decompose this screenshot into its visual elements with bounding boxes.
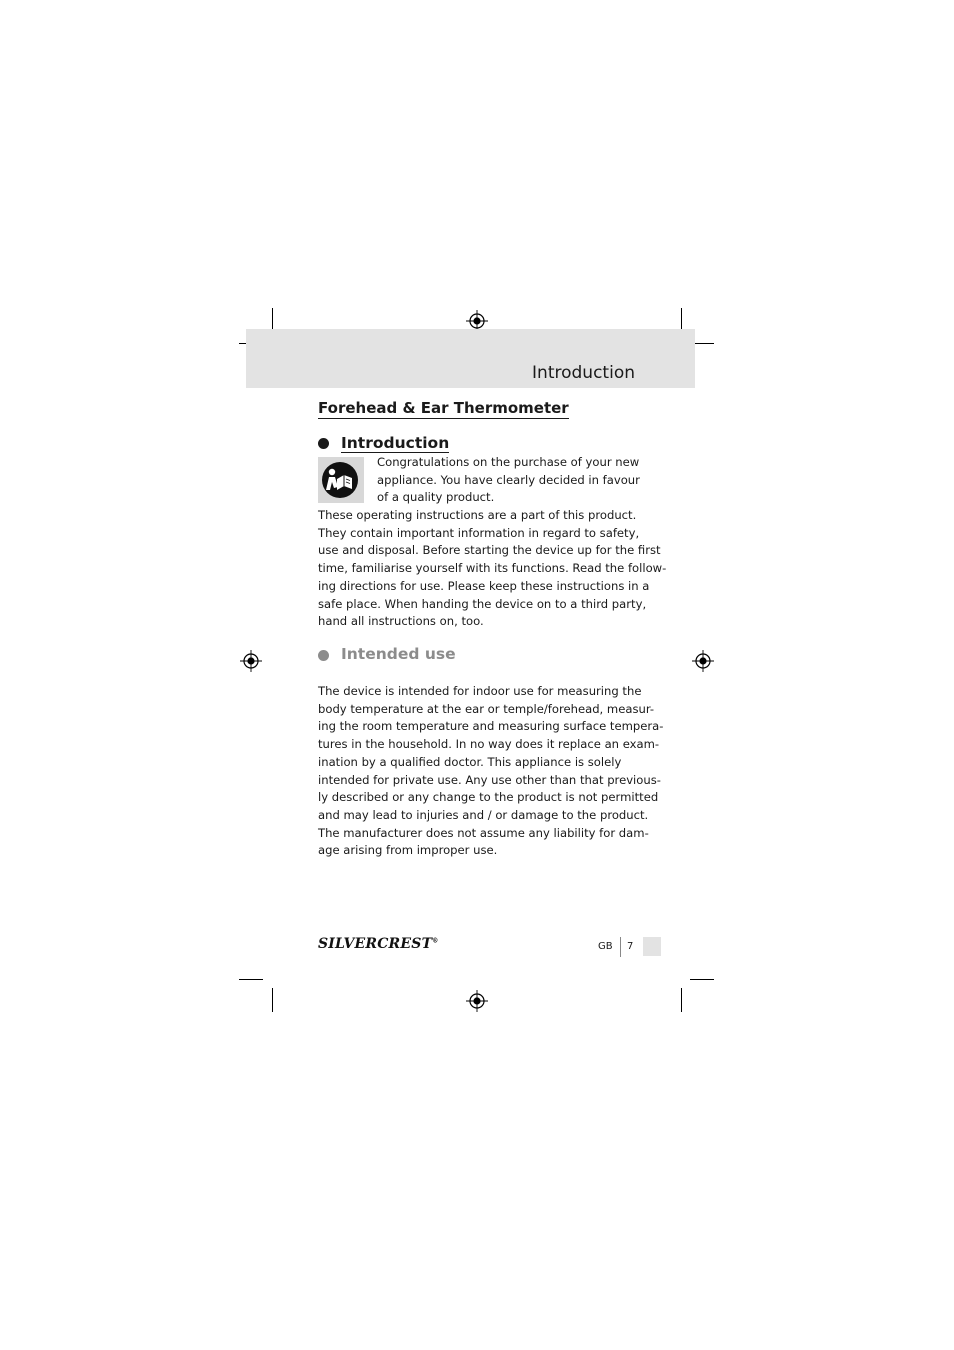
read-manual-icon <box>318 457 364 503</box>
registration-mark-icon <box>240 650 262 672</box>
brand-logo: SILVERCREST® <box>318 936 439 952</box>
text-line: The device is intended for indoor use for measuring the <box>318 684 642 698</box>
text-line: Congratulations on the purchase of your new <box>377 455 640 469</box>
text-line: and may lead to injuries and / or damage to the product. <box>318 807 649 822</box>
text-line: age arising from improper use. <box>318 843 498 858</box>
intro-body <box>318 507 667 631</box>
footer-tab <box>643 937 661 956</box>
text-line: use and disposal. Before starting the device up for the first <box>318 543 661 558</box>
section-bullet-inactive <box>318 650 329 661</box>
text-line: ly described or any change to the product is not permitted <box>318 790 659 805</box>
crop-mark <box>690 979 714 980</box>
page-title: Introduction <box>532 363 635 383</box>
text-line: ination by a qualified doctor. This appliance is solely <box>318 754 622 769</box>
crop-mark <box>272 988 273 1012</box>
text-line: ing directions for use. Please keep these instructions in a <box>318 578 650 593</box>
text-line: intended for private use. Any use other than that previous- <box>318 772 661 787</box>
crop-mark <box>239 979 263 980</box>
intended-use-body <box>318 683 664 860</box>
intro-lead <box>377 454 642 507</box>
text-line: These operating instructions are a part of this product. <box>318 508 637 522</box>
footer-page-number: 7 <box>627 941 634 952</box>
text-line: of a quality product. <box>377 490 495 505</box>
section-heading-intended-use: Intended use <box>341 645 456 663</box>
text-line: ing the room temperature and measuring surface tempera- <box>318 719 664 734</box>
registration-mark-icon <box>466 990 488 1012</box>
text-line: appliance. You have clearly decided in favour <box>377 472 640 487</box>
text-line: safe place. When handing the device on to a third party, <box>318 596 647 611</box>
text-line: They contain important information in regard to safety, <box>318 525 640 540</box>
product-heading: Forehead & Ear Thermometer <box>318 399 569 417</box>
section-heading-introduction: Introduction <box>341 434 450 452</box>
registration-mark-icon <box>692 650 714 672</box>
text-line: time, familiarise yourself with its functions. Read the follow- <box>318 561 667 576</box>
text-line: hand all instructions on, too. <box>318 614 484 629</box>
footer-divider <box>620 937 621 957</box>
footer-language: GB <box>598 941 613 952</box>
crop-mark <box>681 988 682 1012</box>
text-line: body temperature at the ear or temple/forehead, measur- <box>318 701 655 716</box>
section-bullet-active <box>318 438 329 449</box>
text-line: tures in the household. In no way does it replace an exam- <box>318 737 660 752</box>
text-line: The manufacturer does not assume any liability for dam- <box>318 825 649 840</box>
